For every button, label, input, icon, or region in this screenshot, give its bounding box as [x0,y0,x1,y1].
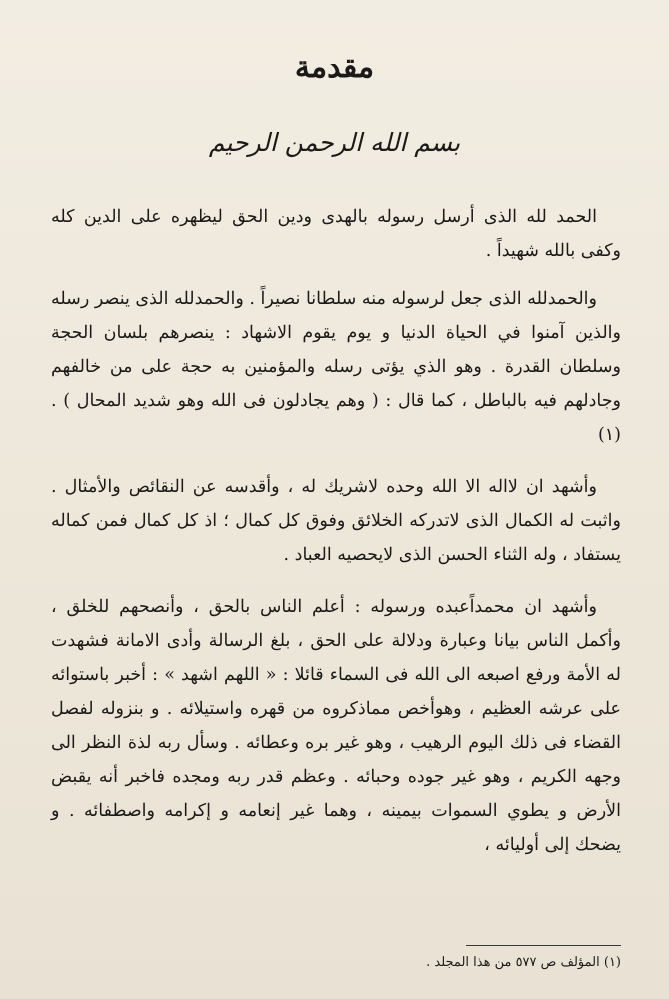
paragraph-2: والحمدلله الذى جعل لرسوله منه سلطانا نصيراً . والحمدلله الذى ينصر رسله والذين آمنوا في الحياة الدنيا و يوم يقوم الاشهاد : ينصرهم بلسان الحجة وسلطان القدرة . وهو الذي يؤتى رسله والمؤمنين به حجة على من خالفهم وجادلهم فيه بالباطل ، كما قال : ( وهم يجادلون فى الله وهو شديد المحال ) . (١) [51,289,621,445]
footnote-rule [466,945,621,946]
basmala-heading: بسم الله الرحمن الرحيم [208,128,461,157]
paragraph-1: الحمد لله الذى أرسل رسوله بالهدى ودين الحق ليظهره على الدين كله وكفى بالله شهيداً . [51,207,621,261]
paragraph-4: وأشهد ان محمداًعبده ورسوله : أعلم الناس بالحق ، وأنصحهم للخلق ، وأكمل الناس بيانا وعبارة ودلالة على الحق ، بلغ الرسالة وأدى الامانة فشهدت له الأمة ورفع اصبعه الى الله فى السماء قائلا : « اللهم اشهد » : أخبر باستوائه على عرشه العظيم ، وهوأخص مماذكروه من قهره واستيلائه . و بنزوله لفصل القضاء فى ذلك اليوم الرهيب ، وهو غير بره وعطائه . وسأل ربه لذة النظر الى وجهه الكريم ، وهو غير جوده وحبائه . وعظم قدر ربه ومجده فاخبر أنه يقبض الأرض و يطوي السموات بيمينه ، وهما غير إنعامه و إكرامه واصطفائه . و يضحك إلى أوليائه ، [51,597,621,855]
body-text [51,200,621,880]
page-title: مقدمة [294,50,375,85]
paragraph-3: وأشهد ان لااله الا الله وحده لاشريك له ، وأقدسه عن النقائص والأمثال . واثبت له الكمال الذى لاتدركه الخلائق وفوق كل كمال ؛ اذ كل كمال فمن كماله يستفاد ، وله الثناء الحسن الذى لايحصيه العباد . [51,477,621,565]
footnote: (١) المؤلف ص ٥٧٧ من هذا المجلد . [426,955,621,970]
